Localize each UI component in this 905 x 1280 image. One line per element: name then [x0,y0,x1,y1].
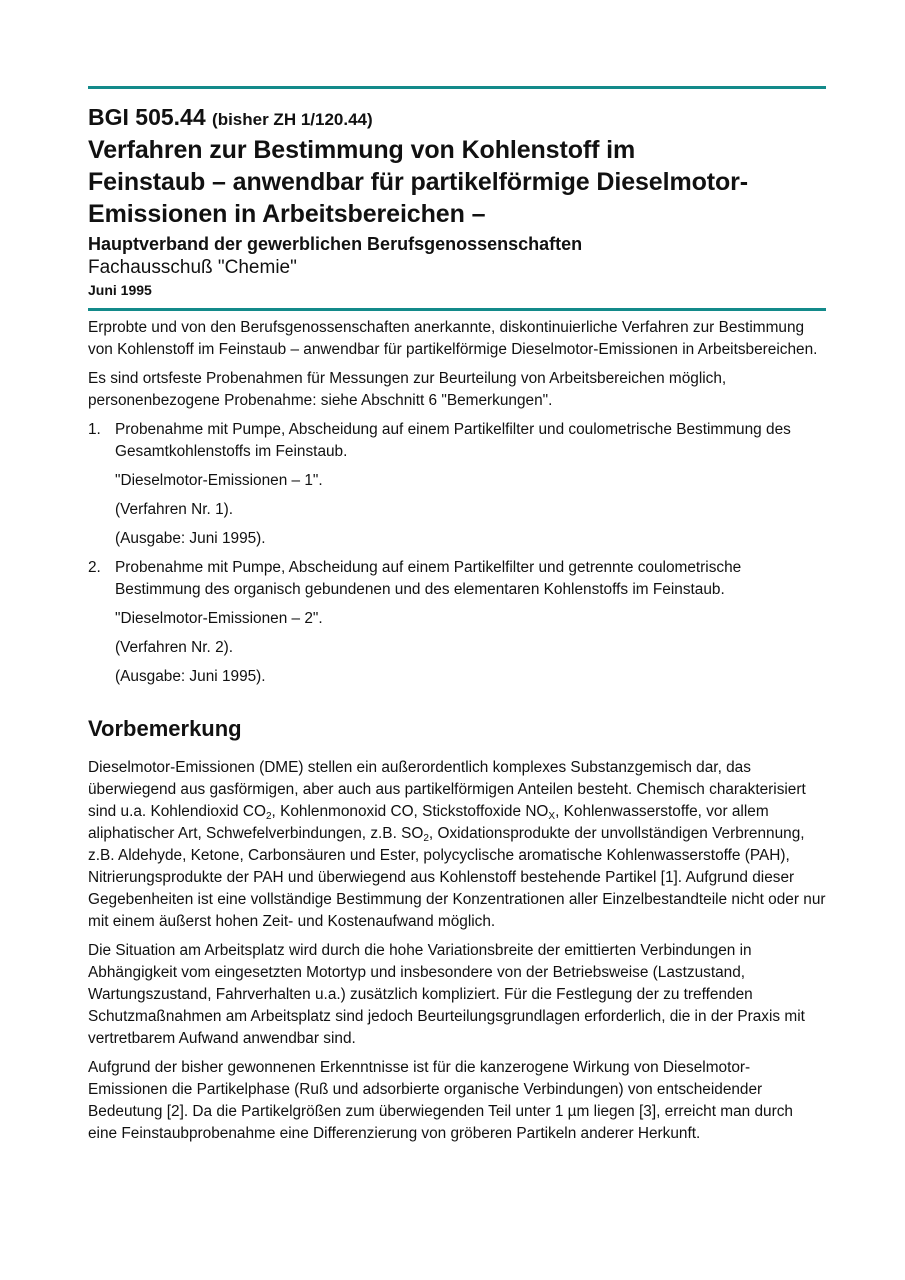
preface-heading: Vorbemerkung [88,716,242,741]
document-code [88,103,826,134]
title-line: Verfahren zur Bestimmung von Kohlenstoff im [88,136,636,164]
code-number: BGI 505.44 [88,104,206,130]
subscript: 2 [265,811,272,822]
title-line: Feinstaub – anwendbar für partikelförmige Dieselmotor- [88,168,749,196]
method-name: "Dieselmotor-Emissionen – 2". [115,610,323,627]
document-page [88,86,826,1152]
preface-paragraph: Aufgrund der bisher gewonnenen Erkenntnisse ist für die kanzerogene Wirkung von Dieselmotor-Emissionen die Partikelphase (Ruß und adsorbierte organische Verbindungen) von entscheidender Bedeutung [2]. Da die Partikelgrößen zum überwiegenden Teil unter 1 µm liegen [3], erreicht man durch eine Feinstaubprobenahme eine Differenzierung von gröberen Partikeln anderer Herkunft. [88,1059,793,1142]
intro-paragraph: Es sind ortsfeste Probenahmen für Messungen zur Beurteilung von Arbeitsbereichen möglich, personenbezogene Probenahme: siehe Abschnitt 6 "Bemerkungen". [88,370,727,409]
method-number: 2. [88,559,101,576]
document-title [88,134,826,230]
text-run: Dieselmotor-Emissionen (DME) stellen ein außerordentlich komplexes Substanzgemisch dar, das überwiegend aus gasförmigen, aber auch aus partikelförmigen Anteilen besteht. Chemisch charakterisiert sind u.a. Kohlendioxid CO [88,759,806,820]
method-list [88,419,826,688]
intro-section [88,311,826,1145]
method-number: 1. [88,421,101,438]
method-procedure: (Verfahren Nr. 2). [115,639,234,656]
document-header [88,89,826,308]
title-line: Emissionen in Arbeitsbereichen – [88,200,486,228]
method-edition: (Ausgabe: Juni 1995). [115,530,266,547]
method-item [88,557,826,688]
organization: Hauptverband der gewerblichen Berufsgenossenschaften [88,234,583,254]
method-procedure: (Verfahren Nr. 1). [115,501,234,518]
preface-paragraph: Die Situation am Arbeitsplatz wird durch die hohe Variationsbreite der emittierten Verbindungen in Abhängigkeit vom eingesetzten Motortyp und insbesondere von der Betriebsweise (Lastzustand, Wartungszustand, Fahrverhalten u.a.) zusätzlich kompliziert. Für die Festlegung der zu treffenden Schutzmaßnahmen am Arbeitsplatz sind jedoch Beurteilungsgrundlagen erforderlich, die in der Praxis mit vertretbarem Aufwand anwendbar sind. [88,942,805,1047]
text-run: , Kohlenwasserstoffe, vor allem aliphatischer Art, Schwefelverbindungen, z.B. SO [88,803,769,842]
committee: Fachausschuß "Chemie" [88,257,297,278]
method-description: Probenahme mit Pumpe, Abscheidung auf einem Partikelfilter und coulometrische Bestimmung des Gesamtkohlenstoffs im Feinstaub. [115,421,791,460]
method-description: Probenahme mit Pumpe, Abscheidung auf einem Partikelfilter und getrennte coulometrische Bestimmung des organisch gebundenen und des elementaren Kohlenstoffs im Feinstaub. [115,559,742,598]
method-item [88,419,826,550]
intro-paragraph: Erprobte und von den Berufsgenossenschaften anerkannte, diskontinuierliche Verfahren zur Bestimmung von Kohlenstoff im Feinstaub – anwendbar für partikelförmige Dieselmotor-Emissionen in Arbeitsbereichen. [88,319,818,358]
method-edition: (Ausgabe: Juni 1995). [115,668,266,685]
method-name: "Dieselmotor-Emissionen – 1". [115,472,323,489]
subscript: 2 [423,833,429,844]
text-run: , Kohlenmonoxid CO, Stickstoffoxide NO [271,803,549,820]
code-old: (bisher ZH 1/120.44) [212,110,373,129]
subscript: X [548,811,556,822]
publication-date: Juni 1995 [88,282,152,298]
text-run: , Oxidationsprodukte der unvollständigen Verbrennung, z.B. Aldehyde, Ketone, Carbonsäuren und Ester, polycyclische aromatische Kohlenwasserstoffe (PAH), Nitrierungsprodukte der PAH und überwiegend aus Kohlenstoff bestehende Partikel [1]. Aufgrund dieser Gegebenheiten ist eine vollständige Bestimmung der Konzentrationen aller Einzelbestandteile nicht oder nur mit einem äußerst hohen Zeit- und Kostenaufwand möglich. [88,825,826,930]
preface-paragraph [88,757,826,933]
